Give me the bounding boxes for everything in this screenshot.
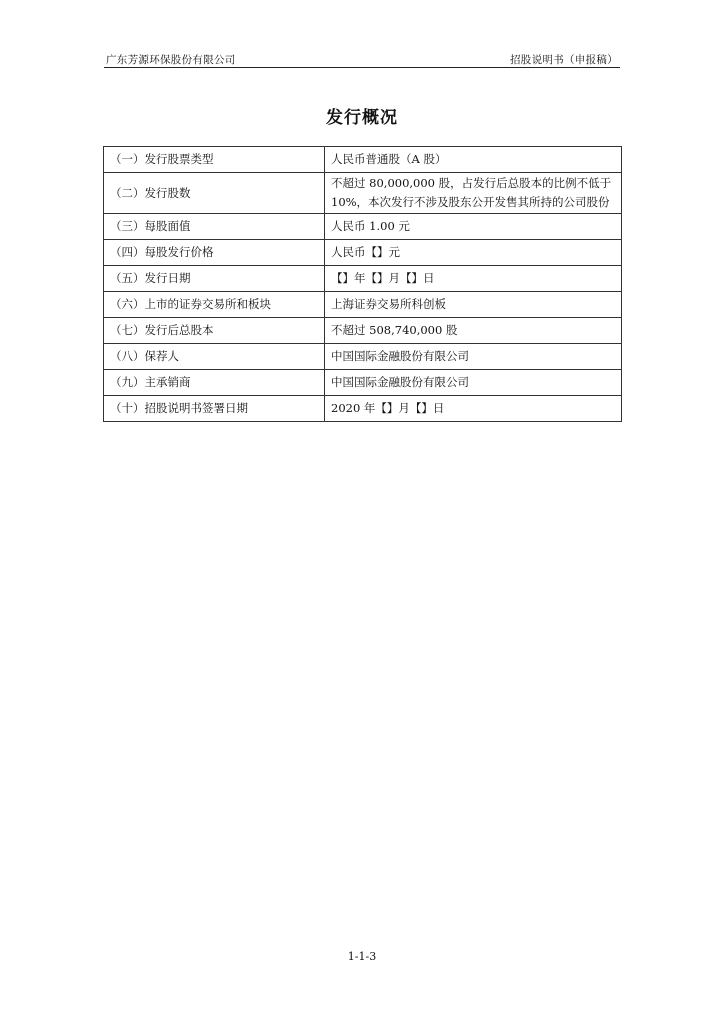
page-title: 发行概况 [326,108,398,128]
row-value: 【】年【】月【】日 [325,266,622,292]
row-label: （六）上市的证券交易所和板块 [104,292,325,318]
row-value: 不超过 508,740,000 股 [325,318,622,344]
row-value: 不超过 80,000,000 股，占发行后总股本的比例不低于 10%，本次发行不涉及股东公开发售其所持的公司股份 [325,173,622,214]
table-row [104,318,622,344]
row-label: （十）招股说明书签署日期 [104,396,325,422]
row-value: 上海证券交易所科创板 [325,292,622,318]
header-divider [104,67,620,68]
row-value: 2020 年【】月【】日 [325,396,622,422]
header-company-name: 广东芳源环保股份有限公司 [106,54,236,66]
row-label: （四）每股发行价格 [104,240,325,266]
row-label: （一）发行股票类型 [104,147,325,173]
table-row [104,292,622,318]
row-label: （八）保荐人 [104,344,325,370]
issuance-overview-table [103,146,622,422]
table-row [104,370,622,396]
row-value: 中国国际金融股份有限公司 [325,344,622,370]
header-document-type: 招股说明书（申报稿） [510,54,618,66]
row-label: （五）发行日期 [104,266,325,292]
table-row [104,344,622,370]
table-row [104,147,622,173]
page-number: 1-1-3 [347,950,377,963]
row-value: 人民币 1.00 元 [325,214,622,240]
row-label: （三）每股面值 [104,214,325,240]
table-row [104,396,622,422]
table-row [104,173,622,214]
table-row [104,266,622,292]
row-label: （七）发行后总股本 [104,318,325,344]
table-row [104,240,622,266]
row-label: （二）发行股数 [104,173,325,214]
row-label: （九）主承销商 [104,370,325,396]
row-value: 人民币普通股（A 股） [325,147,622,173]
table-row [104,214,622,240]
row-value: 中国国际金融股份有限公司 [325,370,622,396]
row-value: 人民币【】元 [325,240,622,266]
